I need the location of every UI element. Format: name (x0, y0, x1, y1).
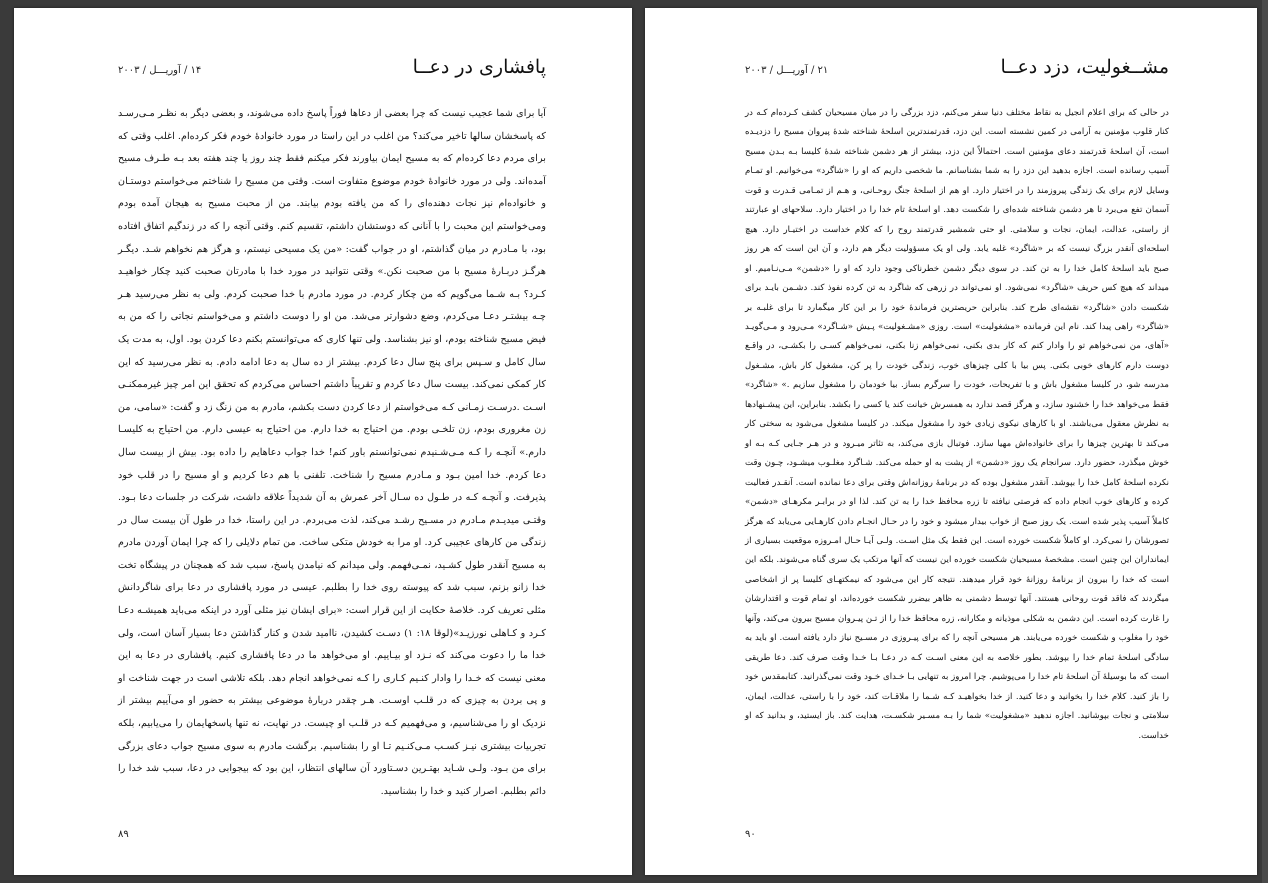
devotional-title: مشــغولیت، دزد دعــا (1000, 56, 1169, 78)
viewer-scrollbar[interactable] (1262, 0, 1268, 883)
page-number: ۸۹ (118, 829, 129, 840)
page-number: ۹۰ (745, 829, 756, 840)
devotional-body: آیا برای شما عجیب نیست که چرا بعضی از دعاها فوراً پاسخ داده می‌شوند، و بعضی دیگر به نظـر مـی‌رسـد که پاسخشان سالها تاخیر می‌کند؟ من اغلب در این راستا در مورد خانوادۀ خودم فکر کرده‌ام. اغلب وقتی که برای مردم دعا کرده‌ام که به مسیح ایمان بیاورند فکر میکنم فقط چند روز یا چند هفته بعد بـه طـرف مسیح آمده‌اند. ولی در مورد خانوادۀ خودم موضوع متفاوت است. وقتی من مسیح را شناختم می‌خواستم دوستـان و خانواده‌ام نیز نجات دهنده‌ای را که من یافته بودم بیابند. من از محبت مسیح به هیجان آمده بودم ومی‌خواستم این محبت را با آنانی که دوستشان داشتم، تقسیم کنم. وقتی آنچه را که در زندگیم اتفاق افتاده بود، با مـادرم در میان گذاشتم، او در جواب گفت: «من یک مسیحی نیستم، و هرگز هم نخواهم شـد. دیگـر هرگـز دربـارۀ مسیح با من صحبت نکن.» وقتی نتوانید در مورد خدا با مادرتان صحبت کنید چکار خواهیـد کـرد؟ بـه شـما می‌گویم که من چکار کردم. در مورد مادرم با خدا صحبت کردم. ولی به نظر می‌رسید هـر چـه بیشتـر دعـا می‌کردم، وضع دشوارتر می‌شد. من او را دوست داشتم و می‌خواستم نجاتی را که من به فیض مسیح شناخته بودم، او نیز بشناسد. ولی تنها کاری که می‌توانستم بکنم دعا کردن بود. اول، به مدت یک سال کامل و سـپس برای پنج سال دعا کردم. بیشتر از ده سال به دعا ادامه دادم. به نظر می‌رسید که این کار کمکی نمی‌کند. بیست سال دعا کردم و تقریباً داشتم احساس می‌کردم که تحقق این امر چیز غیرممکنـی اسـت .درسـت زمـانی کـه می‌خواستم از دعا کردن دست بکشم، مادرم به من زنگ زد و گفت: «سامی، من زن مغروری بودم، زن تلخـی بودم. من احتیاج به خدا دارم. من احتیاج به عیسی دارم. من احتیاج به کلیسـا دارم.» آنچـه را کـه مـی‌شـنیدم نمی‌توانستم باور کنم! خدا جواب دعاهایم را داده بود. بیش از بیست سال دعا کردم. خدا امین بـود و مـادرم مسیح را شناخت. تلفنی با هم دعا کردیم و او مسیح را در قلب خود پذیرفت. و آنچـه کـه در طـول ده سـال آخر عمرش به آن شدیداً علاقه داشت، شرکت در جلسات دعا بـود. وقتـی میدیـدم مـادرم در مسـیح رشـد می‌کند، لذت می‌بردم. در این راستا، خدا در طول آن بیست سال در زندگی من کارهای عجیبی کرد. او مرا به خودش متکی ساخت. من تمام دلایلی را که چرا ایمان آوردن مادرم به مسیح آنقدر طول کشـید، نمـی‌فهمم. ولی میدانم که نیامدن پاسخ، سبب شد که همچنان در پیشگاه تخت خدا زانو بزنم، سبب شد که پیوسته روی خدا را بطلبم. عیسی در مورد پافشاری در دعا برای شاگردانش مثلی تعریف کرد. خلاصۀ حکایت از این قرار است: «برای ایشان نیز مثلی آورد در اینکه می‌باید همیشـه دعـا کـرد و کـاهلی نورزیـد»(لوقا ۱۸: ۱) دسـت کشیدن، ناامید شدن و کنار گذاشتن دعا بسیار آسان است، ولی خدا ما را دعوت می‌کند که نـزد او بیـاییم. او می‌خواهد ما در دعا پافشاری کنیم. پافشاری در دعا به این معنی نیست که خـدا را وادار کنـیم کـاری را کـه نمی‌خواهد انجام دهد. بلکه تلاشی است در جهت شناخت او و پی بردن به چیزی که در قلـب اوسـت. هـر چقدر دربارۀ موضوعی بیشتر به حضور او می‌آییم بیشتر از نزدیک او را می‌شناسیم، و می‌فهمیم کـه در قلـب او چیست. در نهایت، نه تنها پاسخهایمان را می‌یابیم، بلکه تجربیات بیشتری نیـز کسـب مـی‌کنـیم تـا او را بشناسیم. برگشت مادرم به سوی مسیح جواب دعای بزرگی برای من بـود. ولـی شـاید بهتـرین دسـتاورد آن سالهای انتظار، این بود که بیجوابی در دعا، سبب شد خدا را دائم بطلبم. اصرار کنید و خدا را بشناسید. (118, 108, 546, 797)
page-header (745, 56, 1169, 86)
page-header (118, 56, 546, 86)
page-89 (14, 8, 632, 875)
devotional-date: ۲۱ / آوریـــل / ۲۰۰۳ (745, 65, 829, 76)
devotional-date: ۱۴ / آوریـــل / ۲۰۰۳ (118, 65, 202, 76)
devotional-body: در حالی که برای اعلام انجیل به نقاط مختلف دنیا سفر می‌کنم، دزد بزرگی را در میان مسیحیان کشف کـرده‌ام کـه در کنار قلوب مؤمنین به آرامی در کمین نشسته است. این دزد، قدرتمندترین اسلحۀ شناخته شدۀ پیروان مسیح را دزدیـده است، آن اسلحۀ قدرتمند دعای مؤمنین است. احتمالاً این دزد، بیشتر از هر دشمن شناخته شدۀ کلیسا بـه بـدن مسیح آسیب رسانده است. اجازه بدهید این دزد را به شما بشناسانم. ما شخصی داریم که او را «شاگرد» می‌خوانیم. او تمـام وسایل لازم برای یک زندگی پیروزمند را در اختیار دارد. او هم از اسلحۀ جنگ روحـانی، و هـم از تمـامی قـدرت و قوت آسمان تفع می‌برد تا هر دشمن شناخته شده‌ای را شکست دهد. او اسلحۀ تام خدا را در اختیار دارد. سلاحهای او عبارتند از راستی، عدالت، ایمان، نجات و سلامتی. او حتی شمشیر قدرتمند روح را که کلام خداست در اختیـار دارد. هیچ اسلحه‌ای آنقدر بزرگ نیست که بر «شاگرد» غلبه یابد. ولی او یک مسؤولیت دیگر هم دارد، و آن این است که هر روز صبح باید اسلحۀ کامل خدا را به تن کند. در سوی دیگر دشمن خطرناکی وجود دارد که او را «دشمن» مـی‌نـامیم. او میداند که هیچ کس حریف «شاگرد» نمی‌شود. او نمی‌تواند در زرهی که شاگرد به تن کرده نفوذ کند. دشـمن بایـد برای شکست دادن «شاگرد» نقشه‌ای طرح کند. بنابراین حریصترین فرماندۀ خود را بر این کار میگمارد تا برای غلبـه بر «شاگرد» راهی پیدا کند. نام این فرمانده «مشغولیت» است. روزی «مشـغولیت» پـیش «شـاگرد» مـی‌رود و مـی‌گویـد «آهای، من نمی‌خواهم تو را وادار کنم که کار بدی بکنی، نمی‌خواهم زنا بکنی، نمی‌خواهم کسـی را بکشـی، در واقـع دوست دارم کارهای خوبی بکنی. پس بیا با کلی چیزهای خوب، زندگی خودت را پر کن، مشغول کار باش، مشـغول مدرسه شو، در کلیسا مشغول باش و با تفریحات، خودت را سرگرم بساز. بیا خودمان را مشغول سازیم .» «شاگرد» فقط می‌خواهد خدا را خشنود سازد، و هرگز قصد ندارد به همسرش خیانت کند یا کسی را بکشد. بنابراین، این پیشـنهادها به نظرش معقول می‌باشند. او با کارهای نیکوی زیادی خود را مشغول میکند. در کلیسا مشغول می‌شود به سختی کار می‌کند تا بهترین چیزها را برای خانواده‌اش مهیا سازد. فوتبال بازی می‌کند، به تئاتر میـرود و در هـر جـایی کـه بـه او خوش میگذرد، حضور دارد. سرانجام یک روز «دشمن» از پشت به او حمله می‌کند. شـاگرد مغلـوب میشـود، چـون وقت نکرده اسلحۀ کامل خدا را بپوشد. آنقدر مشغول بوده که در برنامۀ روزانه‌اش وقتی برای دعا نمانده است. آنقـدر فعالیت کرده و کارهای خوب انجام داده که فرصتی نیافته تا زره محافظ خدا را به تن کند. لذا او در برابـر مکرهـای «دشمن» کاملاً آسیب پذیر شده است. یک روز صبح از خواب بیدار میشود و خود را در حـال انجـام دادن کارهـایی می‌یابد که هرگز تصورشان را نمی‌کرد. او کاملاً شکست خورده است. این فقط یک مثل اسـت. ولـی آیـا حـال امـروزه موقعیت بسیاری از ایمانداران این چنین است. مشخصۀ مسیحیان شکست خورده این نیست که آنها مرتکب یک سری گناه می‌شوند. بلکه این است که خدا را بیرون از برنامۀ روزانۀ خود قرار میدهند. نتیجه کار این می‌شود که نیمکتهـای کلیسا پر از اشخاصی میگردند که فاقد قوت روحانی هستند. آنها توسط دشمنی به ظاهر بیضرر شکست خورده‌اند، او تمام قوت و اقتدارشان را غارت کرده است. این دشمن به شکلی موذیانه و مکارانه، زره محافظ خدا را از تـن پیـروان مسیح بیرون می‌کند، وآنها خود را مغلوب و شکست خورده می‌یابند. هر مسیحی آنچه را که برای پیـروزی در مسـیح نیاز دارد یافته است. او باید به سادگی اسلحۀ تمام خدا را بپوشد. بطور خلاصه به این معنی اسـت کـه در دعـا بـا خـدا وقت صرف کند. دعا طریقی است که ما بوسیلۀ آن اسلحۀ تام خدا را می‌پوشیم. چرا امروز به تنهایی بـا خـدای خـود وقت نمی‌گذرانید. کتابمقدس خود را باز کنید. کلام خدا را بخوانید و دعا کنید. از خدا بخواهیـد کـه شـما را ملاقـات کند، خود را با راستی، عدالت، ایمان، سلامتی و نجات بپوشانید. اجازه ندهید «مشغولیت» شما را بـه مسـیر شکسـت، هدایت کند. باز ایستید، و بدانید که او خداست. (745, 108, 1169, 741)
devotional-title: پافشاری در دعــا (412, 56, 546, 78)
page-90 (645, 8, 1257, 875)
